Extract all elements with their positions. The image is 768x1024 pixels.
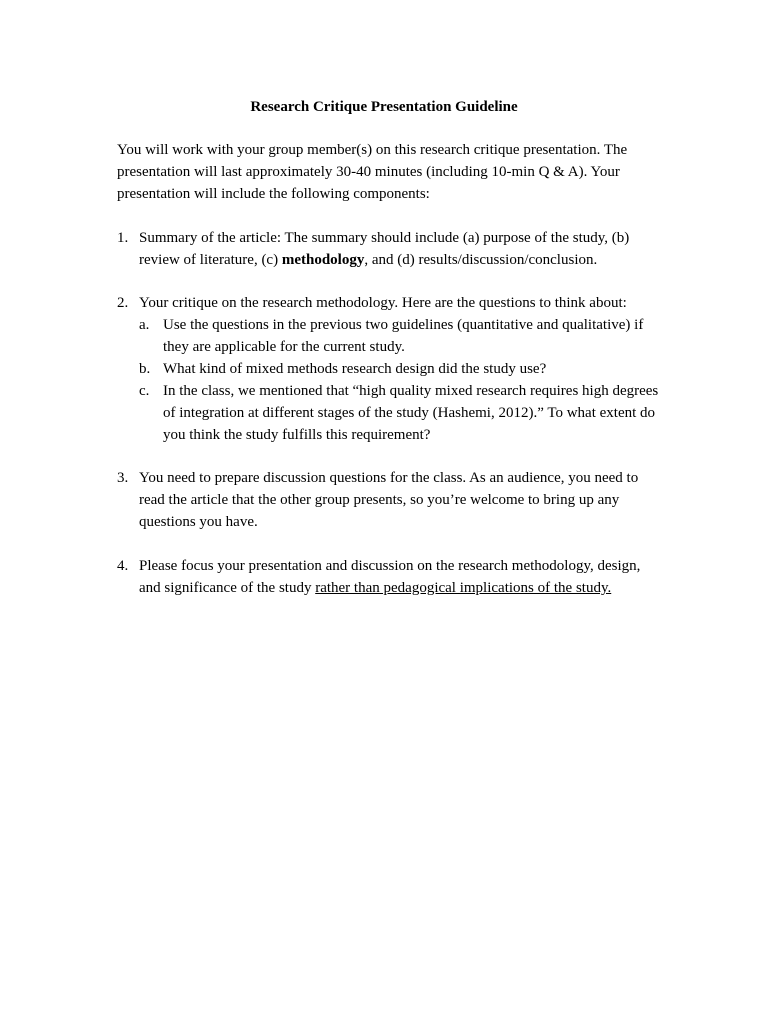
list-item-number: 1. xyxy=(117,230,129,246)
list-item-number: 4. xyxy=(117,558,129,574)
document-title: Research Critique Presentation Guideline xyxy=(250,99,518,115)
list-item-body xyxy=(139,227,662,271)
item-text-end: , and (d) results/discussion/conclusion. xyxy=(364,252,598,268)
sub-item-text: What kind of mixed methods research design did the study use? xyxy=(163,361,547,377)
item-text: Your critique on the research methodology. Here are the questions to think about: xyxy=(139,295,627,311)
list-item-number: 3. xyxy=(117,470,129,486)
list-item-3 xyxy=(117,467,662,533)
sub-item-a xyxy=(139,314,662,358)
list-item-2 xyxy=(117,292,662,446)
sub-item-letter: b. xyxy=(139,361,151,377)
sub-item-letter: c. xyxy=(139,383,150,399)
list-item-body xyxy=(139,292,662,446)
bold-term: methodology xyxy=(281,252,365,268)
list-item-1 xyxy=(117,227,662,271)
item-text: Please focus your presentation and discussion on the research methodology, design, and significance of the study xyxy=(139,558,641,596)
list-item-number: 2. xyxy=(117,295,129,311)
sub-item-text: Use the questions in the previous two guidelines (quantitative and qualitative) if they are applicable for the current study. xyxy=(163,317,644,355)
sub-item-letter: a. xyxy=(139,317,150,333)
sub-item-text: In the class, we mentioned that “high quality mixed research requires high degrees of integration at different stages of the study (Hashemi, 2012).” To what extent do you think the study fulfills this requirement? xyxy=(163,383,659,443)
list-item-4 xyxy=(117,555,662,599)
list-item-body xyxy=(139,555,662,599)
underlined-text: rather than pedagogical implications of the study. xyxy=(315,580,612,596)
sub-item-c xyxy=(139,380,662,446)
intro-paragraph: You will work with your group member(s) on this research critique presentation. The presentation will last approximately 30-40 minutes (including 10-min Q & A). Your presentation will include the following components: xyxy=(117,142,628,202)
item-text: Summary of the article: The summary should include (a) purpose of the study, (b) review of literature, (c) xyxy=(139,230,630,268)
list-item-body: You need to prepare discussion questions for the class. As an audience, you need to read the article that the other group presents, so you’re welcome to bring up any questions you have. xyxy=(139,470,639,530)
sub-item-b xyxy=(139,358,662,380)
